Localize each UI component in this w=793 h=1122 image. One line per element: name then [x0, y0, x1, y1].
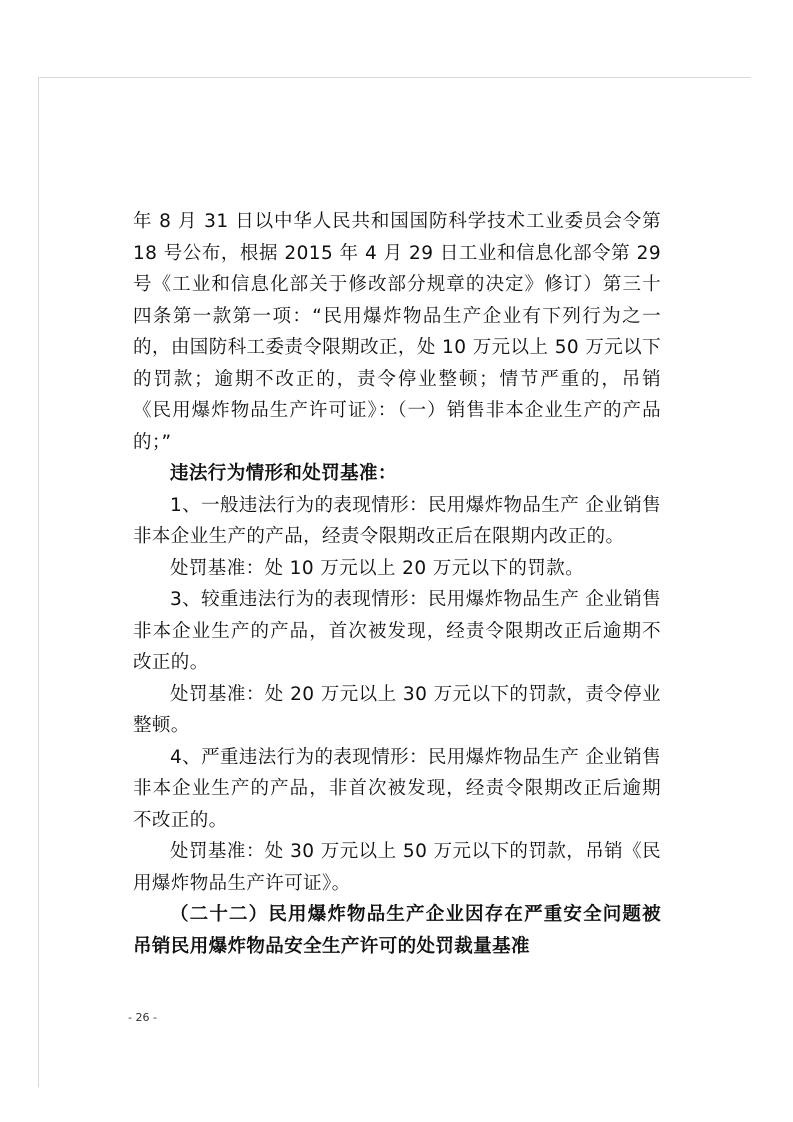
paragraph-serious-violation: 3、较重违法行为的表现情形：民用爆炸物品生产 企业销售非本企业生产的产品，首次被发现，经责令限期改正后逾期不改正的。 [133, 589, 661, 673]
document-body [133, 206, 661, 962]
paragraph-legal-citation: 年 8 月 31 日以中华人民共和国国防科学技术工业委员会令第 18 号公布，根据 2015 年 4 月 29 日工业和信息化部令第 29 号《工业和信息化部关于修改部分规章的决定》修订）第三十四条第一款第一项：“民用爆炸物品生产企业有下列行为之一的，由国防科工委责令限期改正，处 10 万元以上 50 万元以下的罚款；逾期不改正的，责令停业整顿；情节严重的，吊销《民用爆炸物品生产许可证》：（一）销售非本企业生产的产品的；” [133, 211, 661, 453]
paragraph-serious-penalty: 处罚基准：处 20 万元以上 30 万元以下的罚款，责令停业整顿。 [133, 683, 661, 736]
page-border-left [38, 77, 39, 1087]
paragraph-severe-penalty: 处罚基准：处 30 万元以上 50 万元以下的罚款，吊销《民用爆炸物品生产许可证》。 [133, 841, 661, 894]
paragraph-severe-violation: 4、严重违法行为的表现情形：民用爆炸物品生产 企业销售非本企业生产的产品，非首次被发现，经责令限期改正后逾期不改正的。 [133, 746, 661, 831]
paragraph-general-penalty: 处罚基准：处 10 万元以上 20 万元以下的罚款。 [170, 557, 585, 579]
page-border-top [38, 77, 751, 78]
section-heading: （二十二）民用爆炸物品生产企业因存在严重安全问题被吊销民用爆炸物品安全生产许可的处罚裁量基准 [133, 904, 661, 957]
paragraph-violation-heading: 违法行为情形和处罚基准： [170, 463, 397, 484]
paragraph-general-violation: 1、一般违法行为的表现情形：民用爆炸物品生产 企业销售非本企业生产的产品，经责令限期改正后在限期内改正的。 [133, 494, 661, 547]
page-number: - 26 - [128, 1011, 157, 1024]
